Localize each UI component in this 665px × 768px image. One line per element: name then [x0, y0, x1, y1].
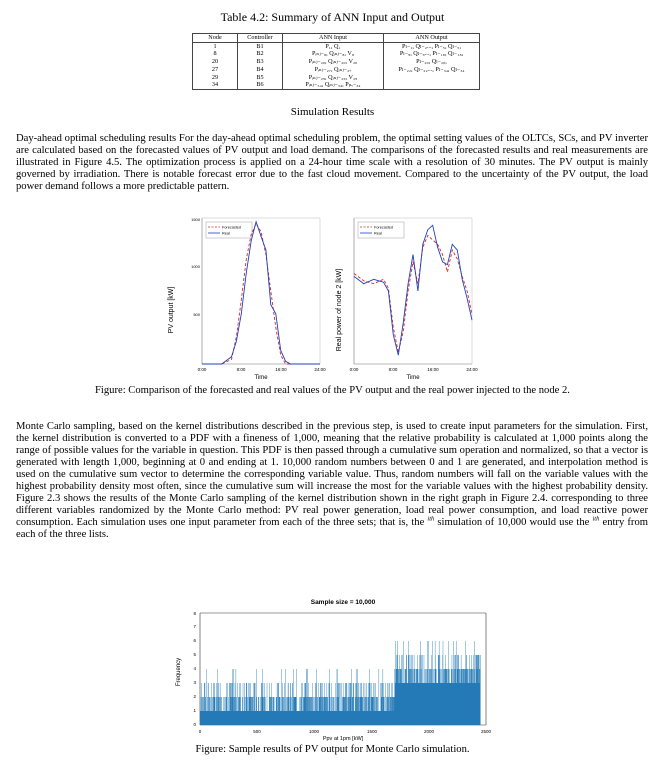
cell-node: 20 — [193, 58, 238, 66]
histogram-xtick-label: 2500 — [480, 729, 492, 734]
right-xtick-label: 8:00 — [388, 367, 398, 372]
figure1-caption: Figure: Comparison of the forecasted and real values of the PV output and the real power injected to the node 2. — [95, 385, 570, 396]
histogram-xtick-label: 500 — [253, 729, 261, 734]
left-ytick-label: 1000 — [191, 264, 200, 269]
table-row — [193, 81, 480, 89]
histogram-ytick-label: 3 — [193, 680, 196, 685]
table-header-row — [193, 34, 480, 43]
mc-text-a: Monte Carlo sampling, based on the kernel distributions described in the previous step, is used to create input parameters for the simulation. First, the kernel distribution is converted to a PDF with a fineness of 1,000, meaning that the relative probability is calculated at 1,000 points along the range of possible values for the variable in question. This PDF is then passed through a cumulative sum operation and normalized, so that a vector is generated with length 1,000, beginning at 0 and ending at 1. 10,000 random numbers between 0 and 1 are generated, and interpolation method is used on the cumulative sum vector to determine the corresponding variable value. Thus, random numbers will fall on the variable values with the highest probability density most often, since the cumulative sum will increase the most for the variable values with the highest probability density. Figure 2.3 shows the results of the Monte Carlo sampling of the kernel distribution shown in the right graph in Figure 2.4. corresponding to three different variables randomized by the Monte Carlo method: PV real power generation, load real power consumption, and load reactive power consumption. Each simulation uses one input parameter from each of the three sets; that is, the — [16, 421, 648, 528]
cell-output: Pₗ₋₂₂, Qₗ₋₂₂..., Pₗ₋₃₄, Qₗ₋₃₄ — [384, 66, 480, 74]
histogram-xtick-label: 0 — [198, 729, 202, 734]
histogram-ytick-label: 0 — [193, 722, 196, 727]
legend-box — [206, 222, 252, 238]
histogram-ytick-label: 6 — [193, 638, 196, 643]
cell-controller: B1 — [238, 42, 283, 50]
histogram-ytick-label: 1 — [193, 708, 196, 713]
ann-summary-table — [192, 33, 480, 90]
histogram-ytick-label: 2 — [193, 694, 196, 699]
cell-controller: B5 — [238, 74, 283, 82]
left-xtick-label: 24:00 — [314, 367, 326, 372]
cell-input: Pᵢₙⱼ₋₃₄, Qᵢₙⱼ₋₃₄, Pₚᵥ₋₃₄ — [283, 81, 384, 89]
cell-controller: B4 — [238, 66, 283, 74]
cell-node: 1 — [193, 42, 238, 50]
left-ytick-label: 500 — [193, 312, 200, 317]
legend-real-label: Real — [222, 231, 230, 236]
table-row — [193, 58, 480, 66]
left-xtick-label: 16:00 — [275, 367, 287, 372]
paragraph-scheduling: Day-ahead optimal scheduling results For the day-ahead optimal scheduling problem, the optimal setting values of the OLTCs, SCs, and PV inverter are calculated based on the forecasted values of PV output and load demand. The comparisons of the forecasted results and real measurements are illustrated in Figure 4.5. The optimization process is applied on a 24-hour time scale with a resolution of 30 minutes. The PV output is mainly governed by irradiation. There is notable forecast error due to the fast cloud movement. Compared to the uncertainty of the PV output, the load power demand follows a more predictable pattern. — [16, 133, 648, 192]
histogram-xtick-label: 1000 — [308, 729, 320, 734]
histogram-xtick-label: 2000 — [423, 729, 435, 734]
header-ann-output: ANN Output — [384, 34, 480, 43]
mc-text-c: entry from each of the three lists. — [16, 517, 648, 540]
paragraph-monte-carlo — [16, 421, 648, 541]
mc-text-b: simulation of 10,000 would use the — [434, 517, 593, 528]
cell-node: 29 — [193, 74, 238, 82]
cell-output: Pₗ₋₁, Qₗ₋₂..., Pₗ₋₅, Qₗ₋₅, — [384, 42, 480, 50]
left-forecast-line — [202, 224, 320, 365]
cell-input: Pᵢₙⱼ₋₂₇, Qᵢₙⱼ₋₂₇ — [283, 66, 384, 74]
right-xtick-label: 16:00 — [427, 367, 439, 372]
section-heading: Simulation Results — [290, 106, 375, 118]
histogram-ylabel: Frequency — [176, 657, 182, 687]
histogram-ytick-label: 4 — [193, 666, 196, 671]
histogram-ytick-label: 5 — [193, 652, 196, 657]
left-chart — [191, 217, 326, 381]
left-ylabel: PV output [kW] — [168, 286, 175, 334]
left-xlabel: Time — [254, 375, 268, 381]
legend-box — [358, 222, 404, 238]
cell-node: 8 — [193, 50, 238, 58]
cell-input: P₁, Q₁ — [283, 42, 384, 50]
cell-output: Pₗ₋₉, Qₗ₋₉..., Pₗ₋₁₈, Qₗ₋₁₈, — [384, 50, 480, 58]
cell-input: Pᵢₙⱼ₋₂₀, Qᵢₙⱼ₋₂₀, V₂₀ — [283, 58, 384, 66]
table-row — [193, 50, 480, 58]
table-row — [193, 66, 480, 74]
right-real-line — [354, 225, 472, 355]
cell-controller: B2 — [238, 50, 283, 58]
left-xtick-label: 0:00 — [197, 367, 207, 372]
left-real-line — [202, 222, 320, 364]
left-legend — [206, 222, 252, 238]
cell-output — [384, 74, 480, 82]
histogram-xtick-label: 1500 — [366, 729, 378, 734]
header-ann-input: ANN Input — [283, 34, 384, 43]
cell-output: Pₗ₋₂₀, Qₗ₋₂₀, — [384, 58, 480, 66]
legend-forecast-label: Forecasted — [222, 225, 241, 230]
table-row — [193, 74, 480, 82]
table-row — [193, 42, 480, 50]
legend-forecast-label: Forecasted — [374, 225, 393, 230]
table-title: Table 4.2: Summary of ANN Input and Output — [220, 10, 445, 24]
histogram-ytick-label: 8 — [193, 611, 196, 616]
right-ylabel: Real power of node 2 [kW] — [336, 268, 343, 352]
histogram-title: Sample size = 10,000 — [310, 599, 376, 606]
cell-node: 27 — [193, 66, 238, 74]
right-xtick-label: 24:00 — [466, 367, 478, 372]
left-ytick-label: 1500 — [191, 217, 200, 222]
right-legend — [358, 222, 404, 238]
histogram-ytick-label: 7 — [193, 624, 196, 629]
right-forecast-line — [354, 236, 472, 353]
cell-node: 34 — [193, 81, 238, 89]
cell-input: Pᵢₙⱼ₋₂₉, Qᵢₙⱼ₋₂₉, V₂₉ — [283, 74, 384, 82]
right-chart — [350, 218, 479, 381]
monte-carlo-histogram — [170, 592, 490, 742]
right-xlabel: Time — [406, 375, 420, 381]
right-xtick-label: 0:00 — [349, 367, 359, 372]
figure2-caption: Figure: Sample results of PV output for Monte Carlo simulation. — [195, 744, 470, 755]
left-xtick-label: 8:00 — [236, 367, 246, 372]
header-node: Node — [193, 34, 238, 43]
cell-output — [384, 81, 480, 89]
legend-real-label: Real — [374, 231, 382, 236]
histogram-bars — [200, 641, 481, 725]
cell-controller: B6 — [238, 81, 283, 89]
header-controller: Controller — [238, 34, 283, 43]
histogram-xlabel: Ppv at 1pm [kW] — [322, 736, 364, 742]
mc-sup-i: ith — [592, 515, 600, 523]
mc-sup-i: ith — [427, 515, 435, 523]
cell-input: Pᵢₙⱼ₋₈, Qᵢₙⱼ₋₈, V₈ — [283, 50, 384, 58]
cell-controller: B3 — [238, 58, 283, 66]
forecast-comparison-figure — [160, 214, 500, 386]
